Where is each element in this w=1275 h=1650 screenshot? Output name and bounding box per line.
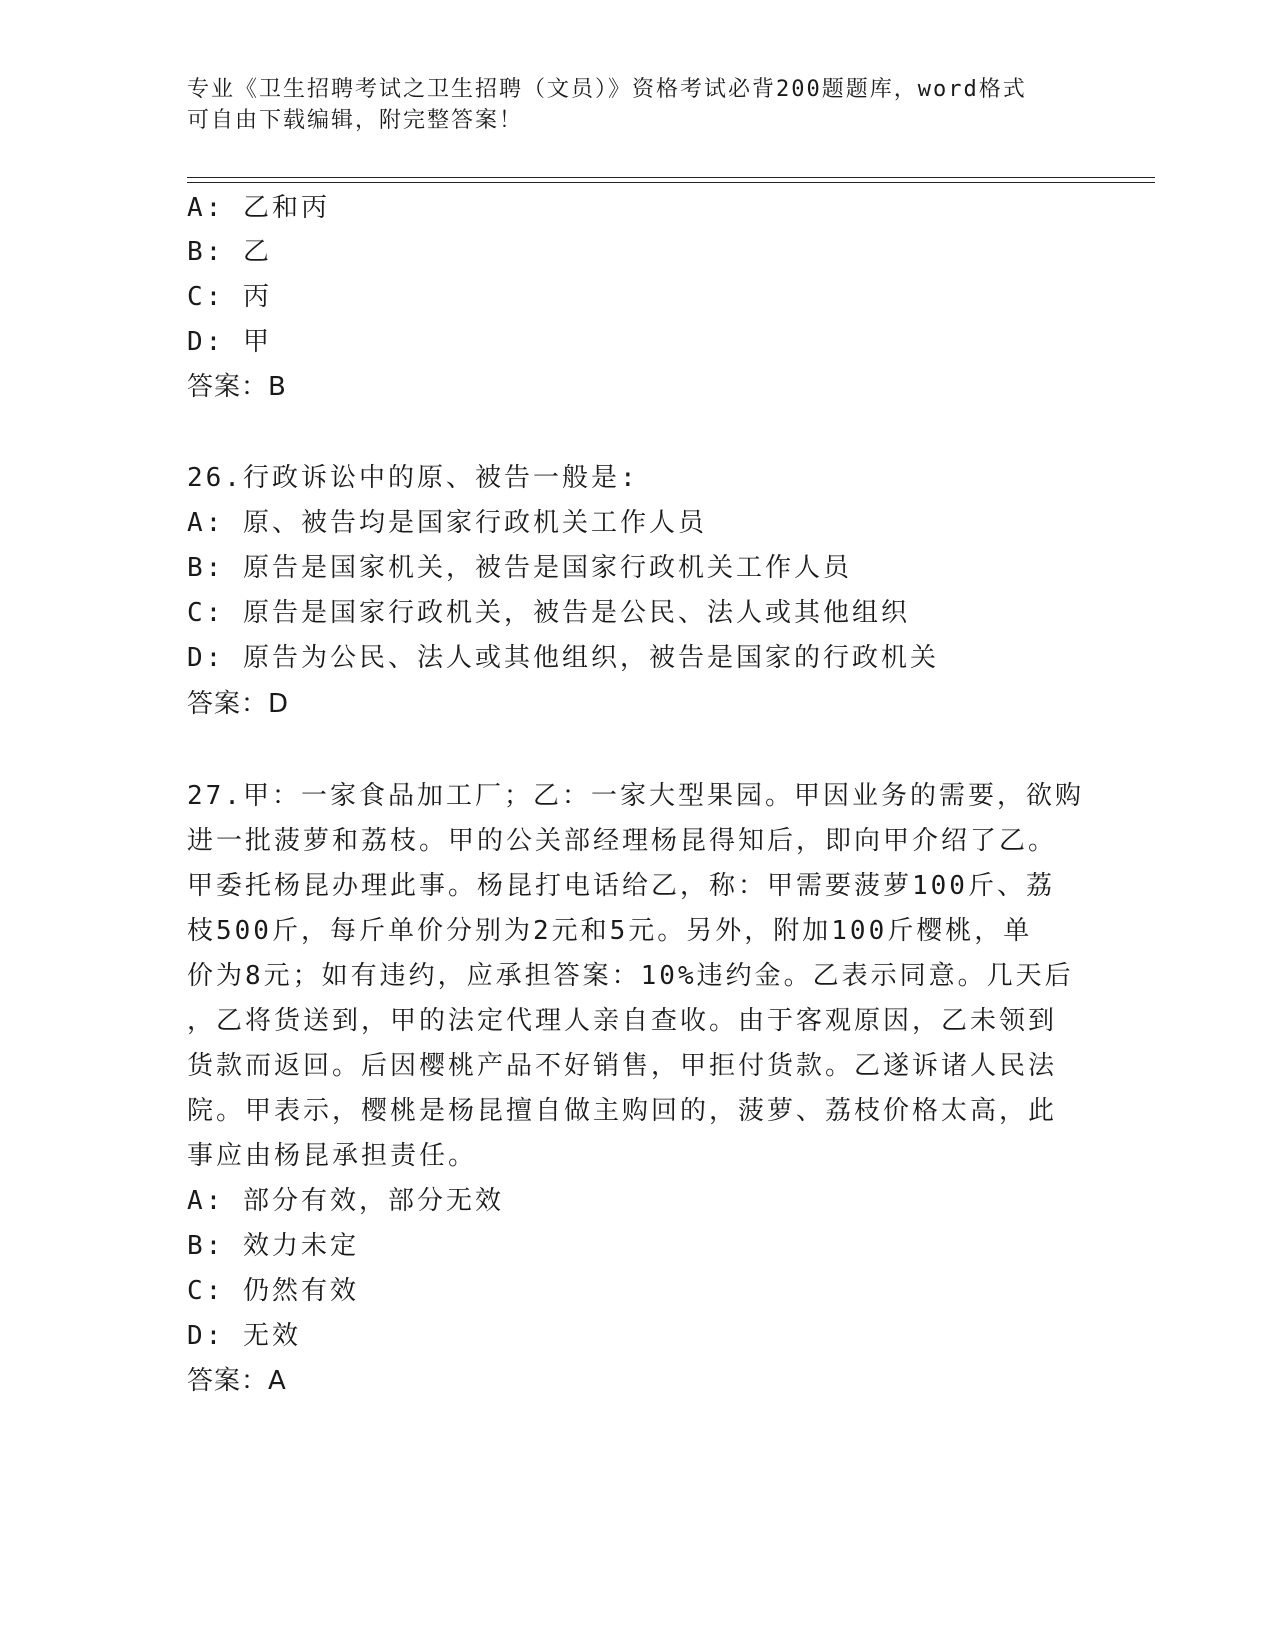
q27-question-line: 进一批菠萝和荔枝。甲的公关部经理杨昆得知后，即向甲介绍了乙。 — [187, 826, 1058, 856]
q27-question-line: 事应由杨昆承担责任。 — [187, 1141, 478, 1171]
q27-question-line: 货款而返回。后因樱桃产品不好销售，甲拒付货款。乙遂诉诸人民法 — [187, 1051, 1058, 1081]
q25-answer: 答案：B — [187, 372, 287, 402]
q26-option-a: A: 原、被告均是国家行政机关工作人员 — [187, 508, 707, 538]
q25-option-d: D: 甲 — [187, 327, 272, 357]
q26-option-c: C: 原告是国家行政机关，被告是公民、法人或其他组织 — [187, 598, 910, 628]
q26-question: 26.行政诉讼中的原、被告一般是: — [187, 463, 639, 493]
q25-option-a: A: 乙和丙 — [187, 193, 330, 223]
q27-option-c: C: 仍然有效 — [187, 1276, 359, 1306]
q27-answer: 答案：A — [187, 1366, 287, 1396]
q27-question-line: 院。甲表示，樱桃是杨昆擅自做主购回的，菠萝、荔枝价格太高，此 — [187, 1096, 1058, 1126]
q27-option-a: A: 部分有效，部分无效 — [187, 1186, 504, 1216]
q27-question-line: 甲委托杨昆办理此事。杨昆打电话给乙，称：甲需要菠萝100斤、荔 — [187, 871, 1055, 901]
q25-option-b: B: 乙 — [187, 237, 272, 267]
q27-option-b: B: 效力未定 — [187, 1231, 359, 1261]
q25-option-c: C: 丙 — [187, 282, 272, 312]
q27-question-line: 27.甲：一家食品加工厂；乙：一家大型果园。甲因业务的需要，欲购 — [187, 781, 1084, 811]
q26-answer: 答案：D — [187, 689, 290, 719]
document-header: 专业《卫生招聘考试之卫生招聘（文员）》资格考试必背200题题库，word格式 可自由下载编辑，附完整答案！ — [187, 77, 1027, 133]
q27-question-line: ，乙将货送到，甲的法定代理人亲自查收。由于客观原因，乙未领到 — [187, 1006, 1058, 1036]
q26-option-b: B: 原告是国家机关，被告是国家行政机关工作人员 — [187, 553, 852, 583]
q27-question-line: 价为8元；如有违约，应承担答案：10%违约金。乙表示同意。几天后 — [187, 961, 1074, 991]
header-rule-bottom — [187, 182, 1155, 183]
header-rule-top — [187, 177, 1155, 178]
q27-question-line: 枝500斤，每斤单价分别为2元和5元。另外，附加100斤樱桃，单 — [187, 916, 1033, 946]
q26-option-d: D: 原告为公民、法人或其他组织，被告是国家的行政机关 — [187, 643, 939, 673]
q27-option-d: D: 无效 — [187, 1321, 301, 1351]
